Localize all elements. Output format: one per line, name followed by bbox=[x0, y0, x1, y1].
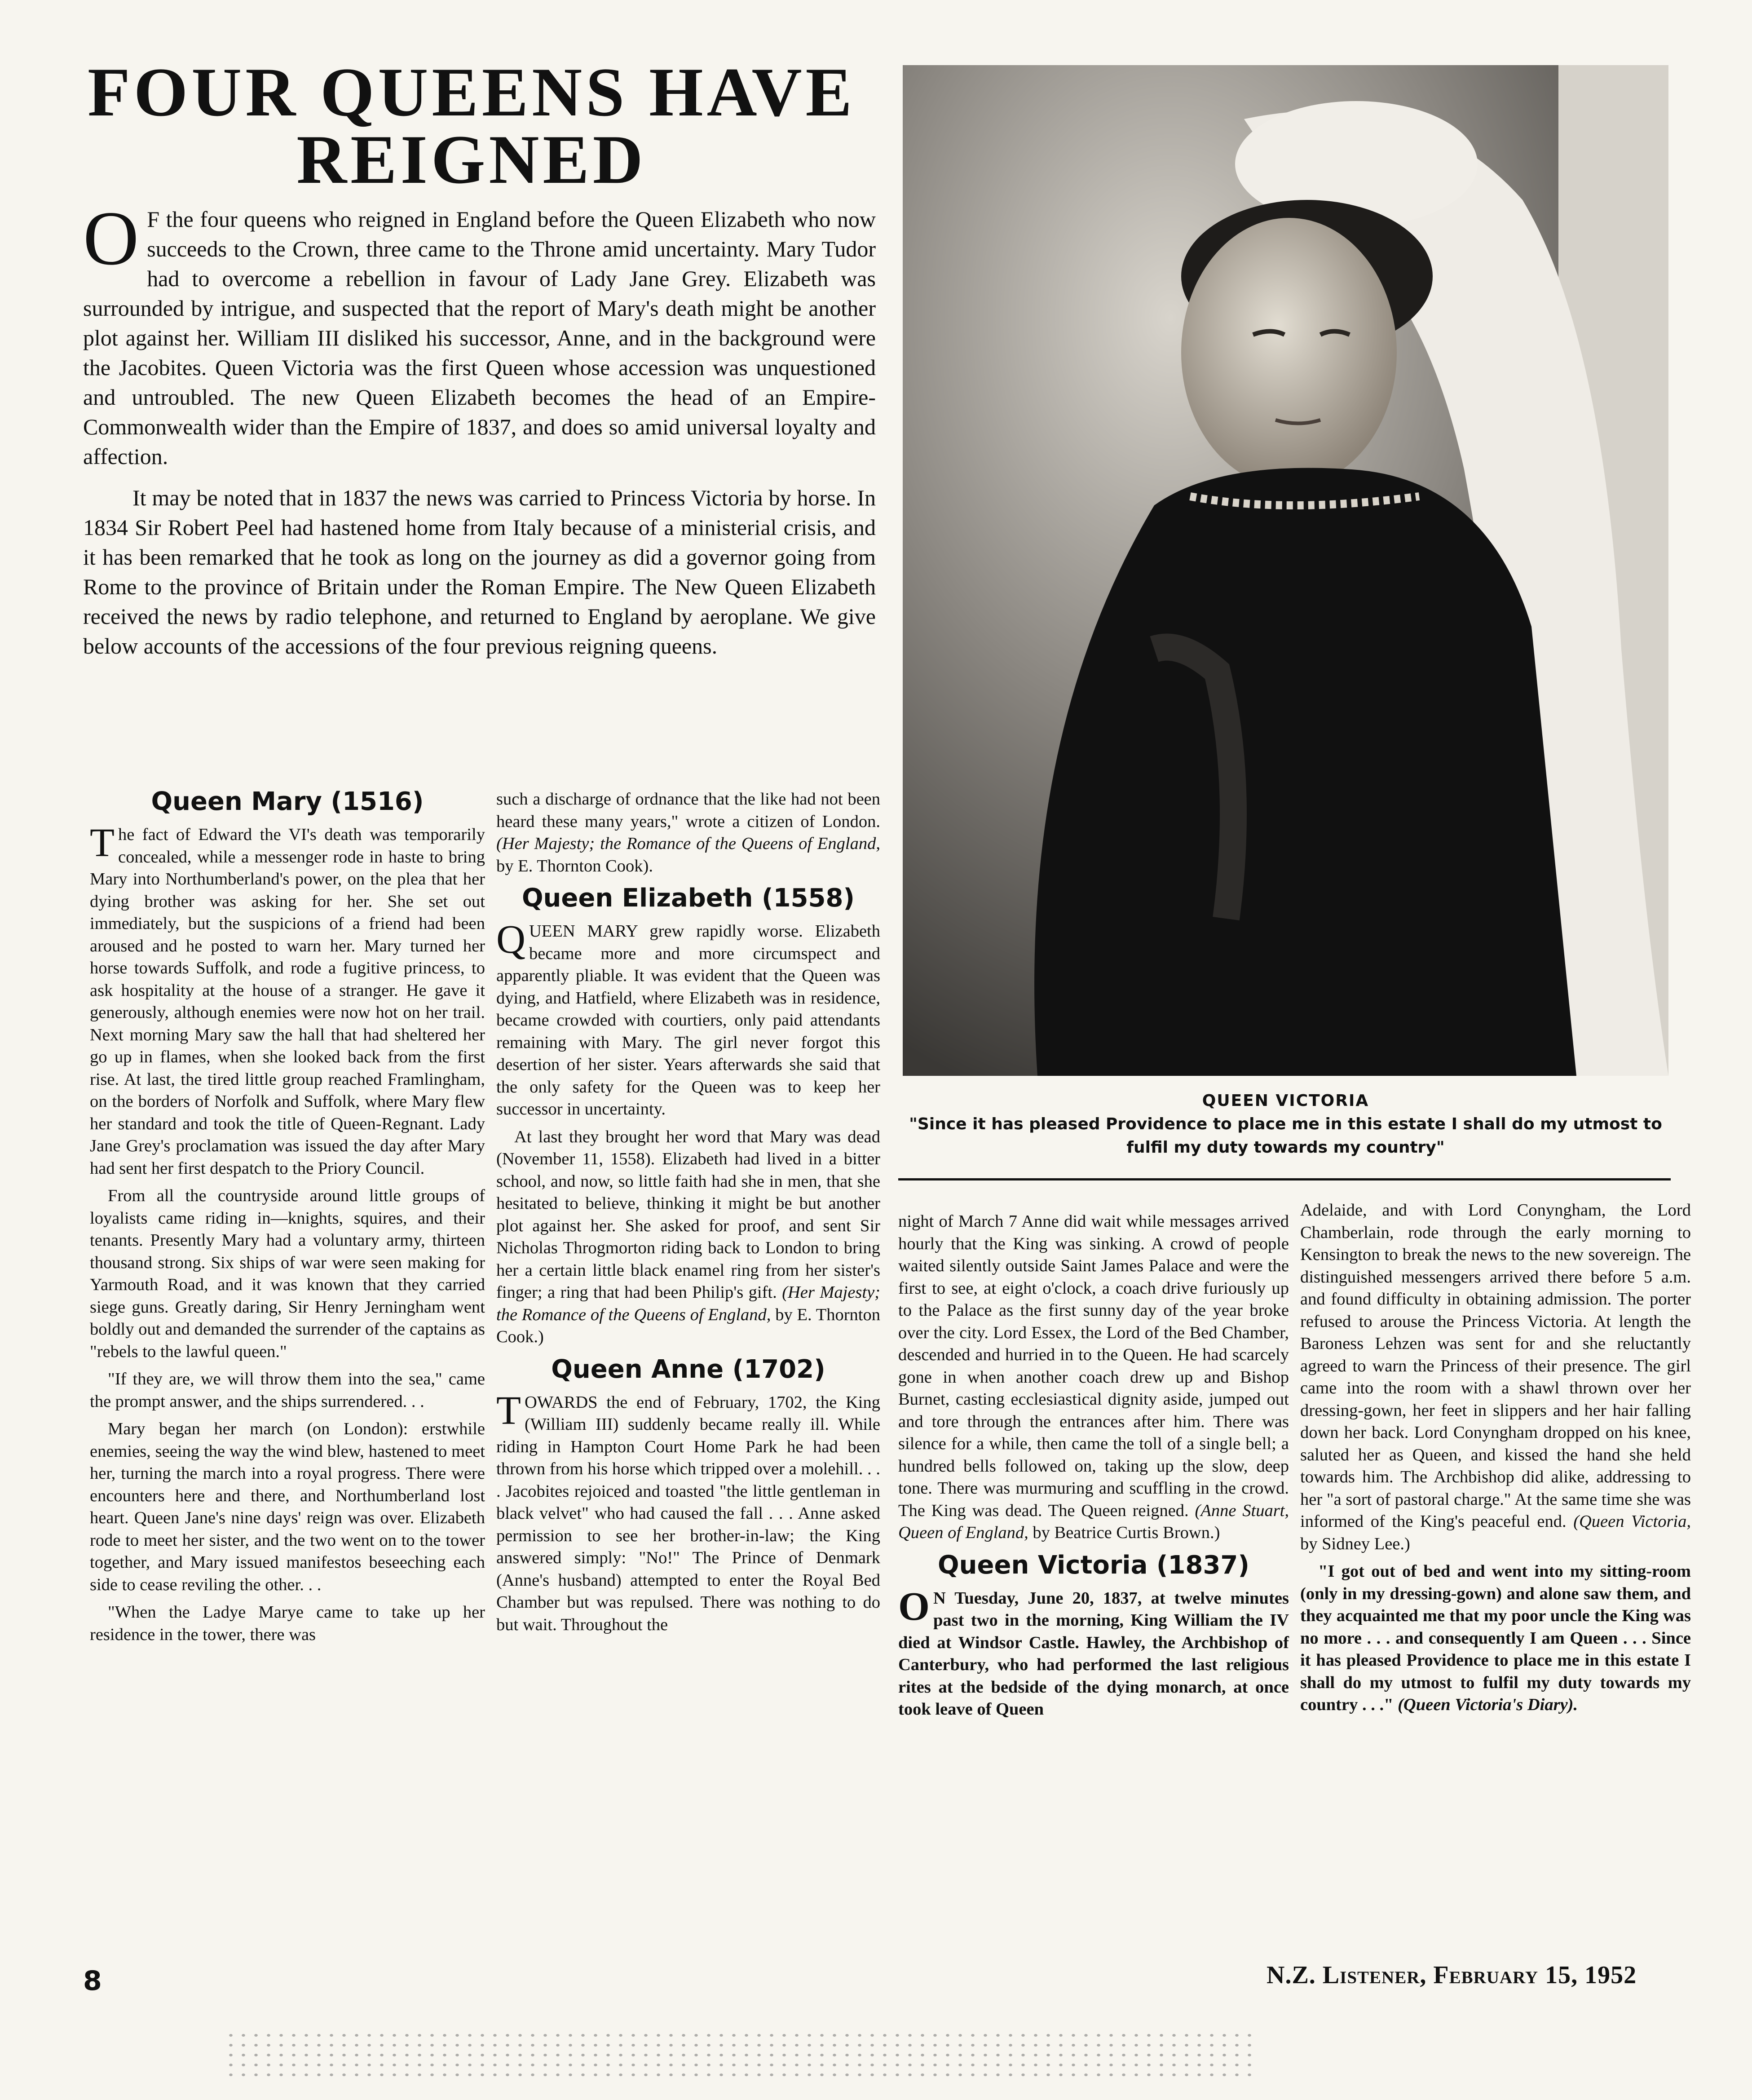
column-elizabeth-anne bbox=[496, 788, 880, 1641]
victoria-source: (Queen Victoria, bbox=[1573, 1512, 1691, 1531]
headline: FOUR QUEENS HAVE REIGNED bbox=[88, 53, 856, 198]
heading-queen-victoria: Queen Victoria (1837) bbox=[938, 1550, 1249, 1580]
mary-source-author: by E. Thornton Cook). bbox=[496, 856, 653, 875]
caption-title: QUEEN VICTORIA bbox=[1202, 1092, 1369, 1110]
elizabeth-dropcap: Q bbox=[496, 917, 525, 962]
anne-source: (Anne Stuart, Queen of England, bbox=[898, 1501, 1289, 1542]
mary-paragraph-3: "If they are, we will throw them into the sea," came the prompt answer, and the ships surrendered. . . bbox=[90, 1370, 485, 1411]
column-victoria-continued bbox=[1300, 1199, 1691, 1722]
mary-paragraph-4: Mary began her march (on London): erstwhile enemies, seeing the way the wind blew, hastened to meet her, turning the march into a royal progress. There were encounters here and there, and Northumberland lost heart. Queen Jane's nine days' reign was over. Elizabeth rode to meet her sister, and the two went on to the tower together, and Mary issued manifestos beseeching each side to cease reviling the other. . . bbox=[90, 1419, 485, 1594]
anne-paragraph-2-text: night of March 7 Anne did wait while messages arrived hourly that the King was sinking. A crowd of people waited silently outside Saint James Palace and were the first to see, at eight o'clock, a coach drive furiously up to the Palace as the first sunny day of the year broke over the city. Lord Essex, the Lord of the Bed Chamber, descended and hurried in to the Queen. He had scarcely gone in when another coach drew up and Bishop Burnet, casting ecclesiastical dignity aside, jumped out and tore through the entrances after him. There was silence for a while, then came the toll of a single bell; a hundred bells followed on, taking up the slow, deep tone. There was murmuring and scuffling in the crowd. The King was dead. The Queen reigned. bbox=[898, 1212, 1289, 1520]
elizabeth-paragraph-1-text: UEEN MARY grew rapidly worse. Elizabeth became more and more circumspect and apparently pliable. It was evident that the Queen was dying, and Hatfield, where Elizabeth was in residence, became crowded with courtiers, only paid attendants remaining with Mary. The girl never forgot this desertion of her sister. Years afterwards she said that the only safety for the Queen was to keep her successor in uncertainty. bbox=[496, 922, 880, 1119]
anne-source-author: by Beatrice Curtis Brown.) bbox=[1033, 1523, 1220, 1542]
print-speckle-decoration bbox=[225, 2030, 1258, 2080]
elizabeth-source-author: by E. Thornton Cook.) bbox=[496, 1305, 881, 1346]
section-divider bbox=[898, 1178, 1671, 1180]
photo-caption bbox=[903, 1089, 1668, 1159]
anne-paragraph-2 bbox=[898, 1211, 1289, 1544]
anne-paragraph-1 bbox=[496, 1388, 880, 1636]
mary-paragraph-1 bbox=[90, 821, 485, 1180]
victoria-source-author: by Sidney Lee.) bbox=[1300, 1534, 1410, 1553]
elizabeth-paragraph-2 bbox=[496, 1126, 880, 1348]
victoria-diary-source: (Queen Victoria's Diary). bbox=[1398, 1695, 1578, 1714]
elizabeth-paragraph-1 bbox=[496, 917, 880, 1121]
mary-paragraph-6-text: such a discharge of ordnance that the like had not been heard these many years," wrote a citizen of London. bbox=[496, 790, 880, 831]
elizabeth-source: (Her Majesty; the Romance of the Queens of England, bbox=[496, 1283, 881, 1324]
heading-queen-elizabeth: Queen Elizabeth (1558) bbox=[521, 884, 855, 913]
portrait-illustration bbox=[903, 65, 1668, 1076]
intro-paragraph-1 bbox=[83, 196, 876, 471]
heading-queen-anne: Queen Anne (1702) bbox=[551, 1354, 825, 1384]
page-number: 8 bbox=[83, 1965, 102, 1997]
caption-quote: "Since it has pleased Providence to place me in this estate I shall do my utmost to fulfil my duty towards my country" bbox=[909, 1115, 1662, 1157]
anne-dropcap: T bbox=[496, 1388, 521, 1433]
mary-paragraph-5: "When the Ladye Marye came to take up her residence in the tower, there was bbox=[90, 1603, 485, 1644]
intro-text bbox=[83, 196, 876, 672]
column-anne-victoria bbox=[898, 1211, 1289, 1726]
mary-paragraph-6 bbox=[496, 788, 880, 877]
victoria-paragraph-3-text: "I got out of bed and went into my sitting-room (only in my dressing-gown) and alone saw them, and they acquainted me that my poor uncle the King was no more . . . and consequently I am Queen . . . Since it has pleased Providence to place me in this estate I shall do my utmost to fulfil my duty towards my country . . ." bbox=[1300, 1562, 1691, 1714]
mary-dropcap: T bbox=[90, 821, 115, 865]
victoria-dropcap: O bbox=[898, 1584, 930, 1629]
intro-paragraph-1-text: F the four queens who reigned in England before the Queen Elizabeth who now succeeds to the Crown, three came to the Throne amid uncertainty. Mary Tudor had to overcome a rebellion in favour of Lady Jane Grey. Elizabeth was surrounded by intrigue, and suspected that the report of Mary's death might be another plot against her. William III disliked his successor, Anne, and in the background were the Jacobites. Queen Victoria was the first Queen whose accession was unquestioned and untroubled. The new Queen Elizabeth becomes the head of an Empire-Commonwealth wider than the Empire of 1837, and does so amid universal loyalty and affection. bbox=[83, 207, 876, 469]
victoria-paragraph-3 bbox=[1300, 1561, 1691, 1716]
victoria-paragraph-1 bbox=[898, 1584, 1289, 1721]
anne-paragraph-1-text: OWARDS the end of February, 1702, the King (William III) suddenly became really ill. While riding in Hampton Court Home Park he had been thrown from his horse which tripped over a molehill. . . . Jacobites rejoiced and toasted "the little gentleman in black velvet" who had caused the fall . . . Anne asked permission to see her brother-in-law; the King answered simply: "No!" The Prince of Denmark (Anne's husband) attempted to enter the Royal Bed Chamber but was repulsed. There was nothing to do but wait. Throughout the bbox=[496, 1393, 880, 1634]
queen-victoria-photo bbox=[903, 65, 1668, 1076]
intro-dropcap: O bbox=[83, 196, 139, 281]
mary-source: (Her Majesty; the Romance of the Queens of England, bbox=[496, 834, 880, 853]
victoria-paragraph-2-text: Adelaide, and with Lord Conyngham, the Lord Chamberlain, rode through the early morning to Kensington to break the news to the new sovereign. The distinguished messengers arrived there before 5 a.m. and found difficulty in obtaining admission. The porter refused to arouse the Princess Victoria. At length the Baroness Lehzen was sent for and she reluctantly agreed to warn the Princess of their presence. The girl came into the room with a shawl thrown over her dressing-gown, her feet in slippers and her hair falling down her back. Lord Conyngham dropped on his knee, saluted her as Queen, and kissed the hand she held towards him. The Archbishop did alike, addressing to her "a sort of pastoral charge." At the same time she was informed of the King's peaceful end. bbox=[1300, 1201, 1691, 1531]
heading-queen-mary: Queen Mary (1516) bbox=[151, 787, 424, 816]
victoria-paragraph-1-text: N Tuesday, June 20, 1837, at twelve minutes past two in the morning, King William the IV died at Windsor Castle. Hawley, the Archbishop of Canterbury, who had performed the last religious rites at the bedside of the dying monarch, at once took leave of Queen bbox=[898, 1588, 1289, 1719]
elizabeth-paragraph-2-text: At last they brought her word that Mary was dead (November 11, 1558). Elizabeth had lived in a bitter school, and now, so little faith had she in men, that she hesitated to believe, thinking it might be but another plot against her. She asked for proof, and sent Sir Nicholas Throgmorton riding back to London to bring her a certain little black enamel ring from her sister's finger; a ring that had been Philip's gift. bbox=[496, 1127, 880, 1302]
mary-paragraph-1-text: he fact of Edward the VI's death was temporarily concealed, while a messenger rode in haste to bring Mary into Northumberland's power, on the plea that her dying brother was asking for her. She set out immediately, but the suspicions of a friend had been aroused and he posted to warn her. Mary turned her horse towards Suffolk, and rode a fugitive princess, to ask hospitality at the house of a stranger. He gave it generously, although enemies were now hot on her trail. Next morning Mary saw the hall that had sheltered her go up in flames, when she looked back from the first rise. At last, the tired little group reached Framlingham, on the borders of Norfolk and Suffolk, where Mary flew her standard and took the title of Queen-Regnant. Lady Jane Grey's proclamation was issued the day after Mary had sent her first despatch to the Priory Council. bbox=[90, 825, 485, 1178]
mary-paragraph-2: From all the countryside around little groups of loyalists came riding in—knights, squires, and their tenants. Presently Mary had a voluntary army, thirteen thousand strong. Six ships of war were seen making for Yarmouth Road, and it was known that they carried siege guns. Greatly daring, Sir Henry Jerningham went boldly out and demanded the surrender of the captains as "rebels to the lawful queen." bbox=[90, 1186, 485, 1361]
column-queen-mary bbox=[90, 782, 485, 1651]
victoria-paragraph-2 bbox=[1300, 1199, 1691, 1555]
intro-paragraph-2: It may be noted that in 1837 the news was carried to Princess Victoria by horse. In 1834 Sir Robert Peel had hastened home from Italy because of a ministerial crisis, and it has been remarked that he took as long on the journey as did a governor going from Rome to the province of Britain under the Roman Empire. The New Queen Elizabeth received the news by radio telephone, and returned to England by aeroplane. We give below accounts of the accessions of the four previous reigning queens. bbox=[83, 485, 876, 659]
publication-line: N.Z. Listener, February 15, 1952 bbox=[1267, 1961, 1637, 1989]
